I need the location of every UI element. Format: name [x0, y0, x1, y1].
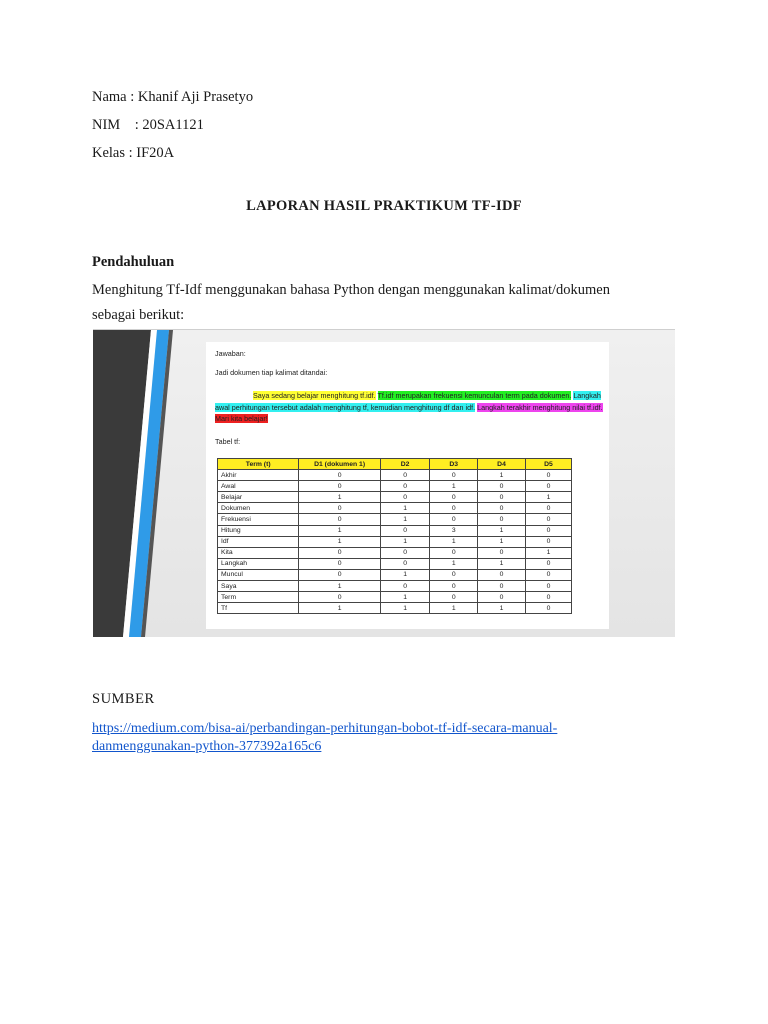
- table-row: [218, 581, 572, 592]
- term-cell: Awal: [218, 481, 299, 492]
- count-cell: 0: [478, 492, 526, 503]
- count-cell: 0: [525, 592, 571, 603]
- count-cell: 1: [430, 481, 478, 492]
- count-cell: 0: [380, 547, 430, 558]
- table-header-cell: D5: [525, 459, 571, 470]
- count-cell: 1: [299, 603, 380, 614]
- count-cell: 1: [430, 536, 478, 547]
- term-cell: Tf: [218, 603, 299, 614]
- intro-paragraph-line-1: Menghitung Tf-Idf menggunakan bahasa Python dengan menggunakan kalimat/dokumen: [92, 282, 610, 298]
- count-cell: 0: [380, 481, 430, 492]
- count-cell: 0: [299, 514, 380, 525]
- count-cell: 0: [525, 581, 571, 592]
- report-title: LAPORAN HASIL PRAKTIKUM TF-IDF: [246, 198, 522, 214]
- highlighted-sentences: [215, 390, 605, 425]
- count-cell: 0: [478, 581, 526, 592]
- count-cell: 0: [478, 514, 526, 525]
- term-cell: Frekuensi: [218, 514, 299, 525]
- table-row: [218, 470, 572, 481]
- count-cell: 0: [478, 547, 526, 558]
- count-cell: 0: [525, 569, 571, 580]
- sentence-d1: Saya sedang belajar menghitung tf.idf.: [253, 391, 376, 400]
- count-cell: 0: [299, 470, 380, 481]
- count-cell: 1: [430, 603, 478, 614]
- table-row: [218, 503, 572, 514]
- count-cell: 1: [299, 581, 380, 592]
- term-cell: Saya: [218, 581, 299, 592]
- source-link-line-2[interactable]: danmenggunakan-python-377392a165c6: [92, 739, 322, 754]
- count-cell: 1: [478, 525, 526, 536]
- table-row: [218, 492, 572, 503]
- term-cell: Muncul: [218, 569, 299, 580]
- term-cell: Langkah: [218, 558, 299, 569]
- count-cell: 1: [525, 547, 571, 558]
- count-cell: 1: [380, 536, 430, 547]
- source-link-line-1[interactable]: https://medium.com/bisa-ai/perbandingan-perhitungan-bobot-tf-idf-secara-manual-: [92, 721, 558, 736]
- sentence-d5: Mari kita belajar!: [215, 414, 268, 423]
- sentence-d2: Tf.idf merupakan frekuensi kemunculan term pada dokumen.: [377, 391, 572, 400]
- answer-label: Jawaban:: [215, 349, 246, 358]
- count-cell: 0: [430, 492, 478, 503]
- count-cell: 0: [299, 558, 380, 569]
- count-cell: 0: [430, 581, 478, 592]
- sentence-d4: Langkah terakhir menghitung nilai tf.idf.: [477, 402, 603, 412]
- count-cell: 0: [299, 592, 380, 603]
- count-cell: 0: [380, 470, 430, 481]
- count-cell: 0: [478, 592, 526, 603]
- count-cell: 1: [430, 558, 478, 569]
- document-intro-text: Jadi dokumen tiap kalimat ditandai:: [215, 368, 328, 377]
- embedded-screenshot: [93, 329, 675, 637]
- count-cell: 0: [525, 514, 571, 525]
- table-header-cell: D2: [380, 459, 430, 470]
- count-cell: 0: [525, 470, 571, 481]
- count-cell: 1: [299, 525, 380, 536]
- table-row: [218, 481, 572, 492]
- count-cell: 0: [525, 525, 571, 536]
- count-cell: 0: [525, 503, 571, 514]
- source-heading: SUMBER: [92, 691, 155, 707]
- count-cell: 1: [380, 514, 430, 525]
- count-cell: 0: [430, 569, 478, 580]
- count-cell: 0: [380, 581, 430, 592]
- count-cell: 1: [478, 536, 526, 547]
- table-row: [218, 514, 572, 525]
- student-name: Nama : Khanif Aji Prasetyo: [92, 89, 254, 105]
- tf-table: [217, 458, 572, 614]
- count-cell: 1: [380, 592, 430, 603]
- count-cell: 0: [430, 547, 478, 558]
- count-cell: 0: [430, 470, 478, 481]
- count-cell: 0: [430, 503, 478, 514]
- count-cell: 0: [380, 492, 430, 503]
- table-row: [218, 558, 572, 569]
- count-cell: 1: [478, 558, 526, 569]
- table-row: [218, 547, 572, 558]
- term-cell: Term: [218, 592, 299, 603]
- count-cell: 0: [299, 503, 380, 514]
- count-cell: 3: [430, 525, 478, 536]
- table-header-cell: D4: [478, 459, 526, 470]
- count-cell: 1: [478, 470, 526, 481]
- student-nim: NIM : 20SA1121: [92, 117, 204, 133]
- sentence-d3: Langkah awal perhitungan tersebut adalah menghitung tf, kemudian menghitung df dan idf.: [215, 391, 601, 412]
- term-cell: Dokumen: [218, 503, 299, 514]
- section-heading: Pendahuluan: [92, 254, 175, 270]
- count-cell: 1: [525, 492, 571, 503]
- count-cell: 0: [380, 558, 430, 569]
- count-cell: 1: [380, 503, 430, 514]
- count-cell: 0: [380, 525, 430, 536]
- table-label: Tabel tf:: [215, 437, 241, 446]
- answer-slide: [206, 342, 609, 629]
- term-cell: Akhir: [218, 470, 299, 481]
- table-row: [218, 536, 572, 547]
- count-cell: 0: [525, 536, 571, 547]
- count-cell: 0: [299, 569, 380, 580]
- count-cell: 1: [478, 603, 526, 614]
- table-header-row: [218, 459, 572, 470]
- count-cell: 0: [430, 514, 478, 525]
- count-cell: 0: [525, 481, 571, 492]
- count-cell: 0: [525, 603, 571, 614]
- count-cell: 0: [478, 503, 526, 514]
- count-cell: 0: [478, 481, 526, 492]
- table-row: [218, 569, 572, 580]
- term-cell: Belajar: [218, 492, 299, 503]
- term-cell: Kita: [218, 547, 299, 558]
- term-cell: Hitung: [218, 525, 299, 536]
- count-cell: 0: [478, 569, 526, 580]
- table-body: [218, 470, 572, 614]
- table-header-cell: D1 (dokumen 1): [299, 459, 380, 470]
- table-row: [218, 525, 572, 536]
- table-row: [218, 603, 572, 614]
- table-header-cell: Term (t): [218, 459, 299, 470]
- count-cell: 1: [299, 536, 380, 547]
- count-cell: 1: [299, 492, 380, 503]
- term-cell: Idf: [218, 536, 299, 547]
- count-cell: 0: [525, 558, 571, 569]
- table-row: [218, 592, 572, 603]
- student-class: Kelas : IF20A: [92, 145, 175, 161]
- count-cell: 1: [380, 603, 430, 614]
- table-header-cell: D3: [430, 459, 478, 470]
- count-cell: 0: [299, 547, 380, 558]
- count-cell: 1: [380, 569, 430, 580]
- intro-paragraph-line-2: sebagai berikut:: [92, 307, 185, 323]
- count-cell: 0: [299, 481, 380, 492]
- count-cell: 0: [430, 592, 478, 603]
